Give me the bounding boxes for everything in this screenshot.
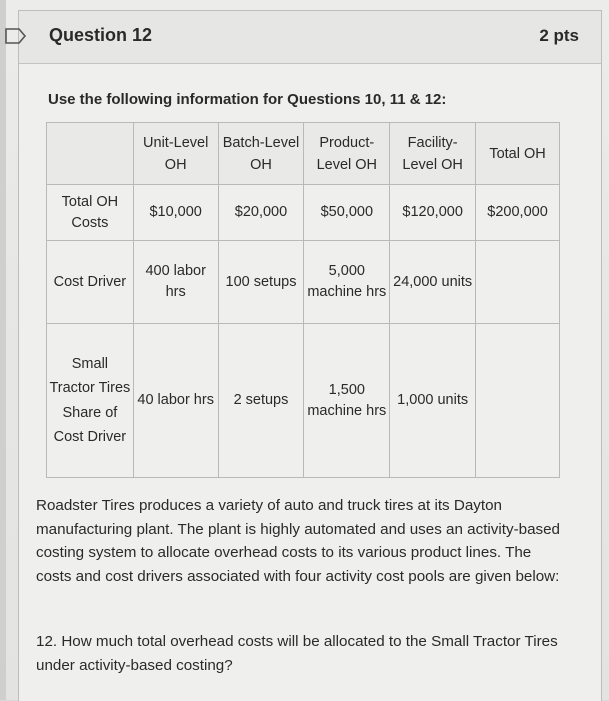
table-row <box>47 241 560 324</box>
table-row <box>47 324 560 478</box>
table-header-row <box>47 123 560 185</box>
table-row <box>47 185 560 241</box>
header-cell-empty <box>47 123 134 185</box>
table-cell: $120,000 <box>390 185 476 241</box>
problem-description: Roadster Tires produces a variety of auto and truck tires at its Dayton manufacturing plant. The plant is highly automated and uses an activity-based costing system to allocate overhead costs to its various product lines. The costs and cost drivers associated with four activity cost pools are given below: <box>36 497 561 585</box>
table-cell: $200,000 <box>476 185 560 241</box>
row-label-cost-driver: Cost Driver <box>47 241 134 324</box>
question-text: 12. How much total overhead costs will be allocated to the Small Tractor Tires under activity-based costing? <box>36 633 558 674</box>
flag-icon[interactable] <box>5 28 27 44</box>
header-cell-product-level: Product-Level OH <box>304 123 390 185</box>
question-points: 2 pts <box>539 26 579 45</box>
table-cell: 1,500 machine hrs <box>304 324 390 478</box>
table-cell: 100 setups <box>218 241 304 324</box>
table-cell: $10,000 <box>133 185 218 241</box>
table-cell <box>476 324 560 478</box>
question-header <box>19 11 601 64</box>
header-cell-batch-level: Batch-Level OH <box>218 123 304 185</box>
row-label-small-tractor-share: Small Tractor Tires Share of Cost Driver <box>47 324 134 478</box>
row-label-total-oh-costs: Total OH Costs <box>47 185 134 241</box>
left-edge <box>0 0 6 700</box>
table-cell: 5,000 machine hrs <box>304 241 390 324</box>
table-cell <box>476 241 560 324</box>
table-cell: $20,000 <box>218 185 304 241</box>
cost-table <box>46 122 560 478</box>
table-cell: 24,000 units <box>390 241 476 324</box>
header-cell-facility-level: Facility-Level OH <box>390 123 476 185</box>
table-cell: 40 labor hrs <box>133 324 218 478</box>
header-cell-total: Total OH <box>476 123 560 185</box>
intro-text: Use the following information for Questions 10, 11 & 12: <box>48 91 447 108</box>
question-title: Question 12 <box>49 25 153 45</box>
table-cell: 400 labor hrs <box>133 241 218 324</box>
header-cell-unit-level: Unit-Level OH <box>133 123 218 185</box>
table-cell: 2 setups <box>218 324 304 478</box>
table-cell: 1,000 units <box>390 324 476 478</box>
table-cell: $50,000 <box>304 185 390 241</box>
